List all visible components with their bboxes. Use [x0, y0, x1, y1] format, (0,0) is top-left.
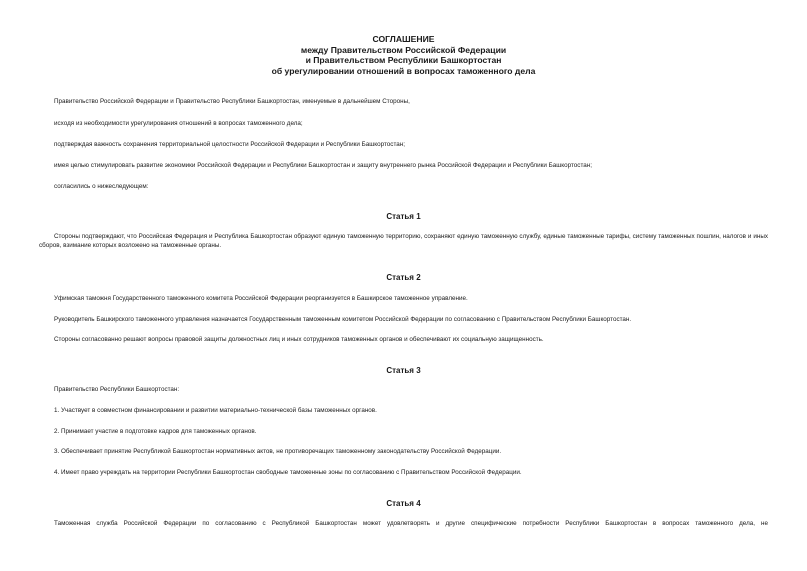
- title-line-2: между Правительством Российской Федерации: [300, 44, 507, 55]
- article-4-text: Таможенная служба Российской Федерации по согласованию с Республикой Башкортостан может удовлетворять и другие специфические потребности Республики Башкортостан в вопросах таможенного дела, не: [54, 520, 768, 527]
- article-3-item: 4. Имеет право учреждать на территории Республики Башкортостан свободные таможенные зоны по согласованию с Правительством Российской Федерации.: [54, 469, 522, 476]
- article-3-item: 3. Обеспечивает принятие Республикой Башкортостан нормативных актов, не противоречащих таможенному законодательству Российской Федерации.: [54, 448, 502, 455]
- preamble-paragraph: Правительство Российской Федерации и Правительство Республики Башкортостан, именуемые в дальнейшем Стороны,: [54, 98, 410, 105]
- article-2-paragraph: Уфимская таможня Государственного таможенного комитета Российской Федерации реорганизуется в Башкирское таможенное управление.: [54, 295, 468, 302]
- document-title: [0, 34, 807, 76]
- article-3-intro: Правительство Республики Башкортостан:: [54, 386, 180, 393]
- preamble-paragraph: исходя из необходимости урегулирования отношений в вопросах таможенного дела;: [54, 120, 303, 127]
- title-line-4: об урегулировании отношений в вопросах таможенного дела: [271, 65, 536, 76]
- article-1-heading: Статья 1: [386, 212, 421, 221]
- title-line-1: СОГЛАШЕНИЕ: [372, 34, 435, 44]
- preamble-paragraph: имея целью стимулировать развитие экономики Российской Федерации и Республики Башкортостан и защиту внутреннего рынка Российской Федерации и Республики Башкортостан;: [54, 162, 593, 169]
- article-3-heading: Статья 3: [386, 366, 421, 375]
- article-3-item: 1. Участвует в совместном финансировании и развитии материально-технической базы таможенных органов.: [54, 407, 377, 414]
- article-4-heading: Статья 4: [386, 499, 421, 508]
- title-line-3: и Правительством Республики Башкортостан: [305, 55, 502, 65]
- preamble-paragraph: подтверждая важность сохранения территориальной целостности Российской Федерации и Республики Башкортостан;: [54, 141, 405, 148]
- preamble-paragraph: согласились о нижеследующем:: [54, 183, 149, 190]
- article-3-item: 2. Принимает участие в подготовке кадров для таможенных органов.: [54, 428, 257, 435]
- article-2-paragraph: Руководитель Башкирского таможенного управления назначается Государственным таможенным комитетом Российской Федерации по согласованию с Правительством Республики Башкортостан.: [54, 316, 632, 323]
- article-2-paragraph: Стороны согласованно решают вопросы правовой защиты должностных лиц и иных сотрудников таможенных органов и обеспечивают их социальную защищенность.: [54, 336, 544, 343]
- article-1-text: Стороны подтверждают, что Российская Федерация и Республика Башкортостан образуют единую таможенную территорию, сохраняют единую таможенную службу, единые таможенные тарифы, систему таможенных пошлин, налогов и иных сборов, взимание которых возложено на таможенные органы.: [39, 233, 768, 249]
- article-2-heading: Статья 2: [386, 273, 421, 282]
